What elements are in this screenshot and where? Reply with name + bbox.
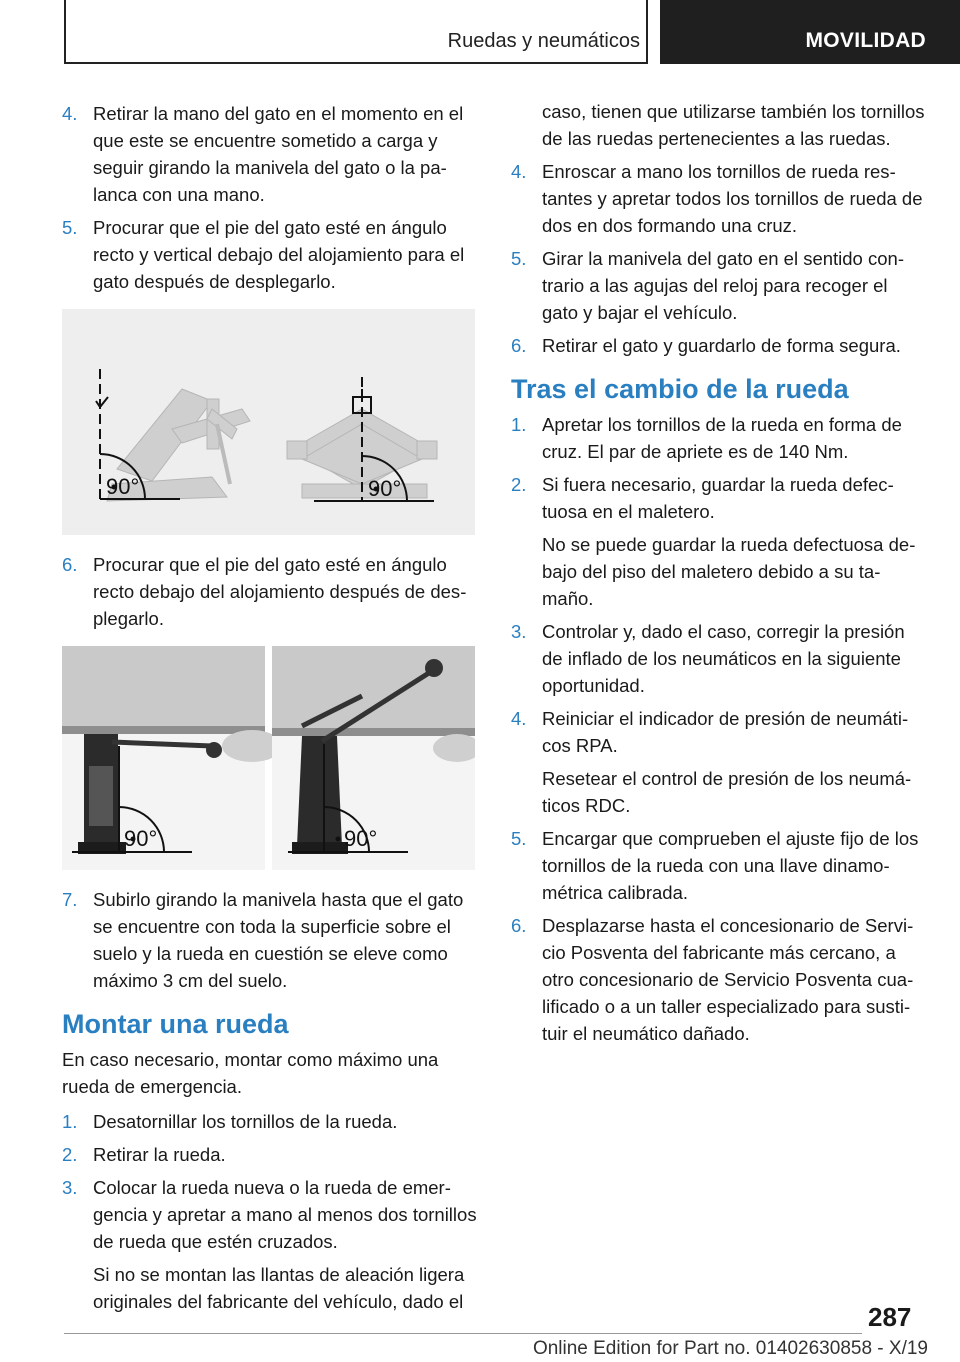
step-text: caso, tienen que utilizarse también los tornillos de las ruedas pertenecientes a las ruedas. [542, 101, 925, 149]
section-heading-after-change: Tras el cambio de la rueda [511, 374, 849, 404]
footer-edition: Online Edition for Part no. 01402630858 - X/19 [532, 1338, 928, 1359]
mount-step-1 [62, 1108, 482, 1135]
step-number: 3. [62, 1177, 78, 1198]
step-number: 5. [511, 828, 527, 849]
step-note: Si no se montan las llantas de aleación ligera originales del fabricante del vehículo, dado el [93, 1264, 465, 1312]
angle-label-right: 90° [344, 826, 378, 851]
after-step-3 [511, 618, 925, 699]
mount-step-3 [62, 1174, 482, 1315]
after-step-6 [511, 912, 925, 1047]
page-number: 287 [868, 1302, 912, 1332]
step-text: Girar la manivela del gato en el sentido contrario a las agujas del reloj para recoger el gato y bajar el vehículo. [542, 248, 904, 323]
step-text: Enroscar a mano los tornillos de rueda restantes y apretar todos los tornillos de rueda de dos en dos formando una cruz. [542, 161, 923, 236]
step-number: 6. [62, 554, 78, 575]
after-step-2 [511, 471, 925, 612]
step-note: Resetear el control de presión de los neumáticos RDC. [542, 768, 912, 816]
step-6 [62, 551, 482, 632]
step-text: Desplazarse hasta el concesionario de Servicio Posventa del fabricante más cercano, a otro concesionario de Servicio Posventa cualificado o a un taller especializado para sustituir el neumático dañado. [542, 915, 914, 1044]
step-number: 3. [511, 621, 527, 642]
step-text: Retirar el gato y guardarlo de forma segura. [542, 335, 901, 356]
step-number: 5. [511, 248, 527, 269]
jack-angle-figure [62, 309, 475, 535]
step-number: 2. [511, 474, 527, 495]
step-body [93, 1174, 482, 1315]
step-number: 6. [511, 915, 527, 936]
step-7 [62, 886, 482, 994]
step-text: Procurar que el pie del gato esté en ángulo recto debajo del alojamiento después de desplegarlo. [93, 554, 467, 629]
step-number: 5. [62, 217, 78, 238]
step-text: Procurar que el pie del gato esté en ángulo recto y vertical debajo del alojamiento para el gato después de desplegarlo. [93, 217, 465, 292]
angle-label-left: 90° [124, 826, 158, 851]
chapter-tab: MOVILIDAD [660, 0, 960, 64]
after-step-5 [511, 825, 925, 906]
step-note: No se puede guardar la rueda defectuosa debajo del piso del maletero debido a su tamaño. [542, 534, 916, 609]
step-number: 4. [62, 103, 78, 124]
mount-step-2 [62, 1141, 482, 1168]
step-5 [62, 214, 482, 295]
intro-paragraph: En caso necesario, montar como máximo una rueda de emergencia. [62, 1049, 439, 1097]
step-text: Subirlo girando la manivela hasta que el gato se encuentre con toda la superficie sobre el suelo y la rueda en cuestión se eleve como máximo 3 cm del suelo. [93, 889, 464, 991]
left-column [62, 100, 482, 1321]
scissor-jack-illustration [62, 309, 475, 535]
step-number: 1. [511, 414, 527, 435]
section-heading-mount-wheel: Montar una rueda [62, 1009, 289, 1039]
step-number: 1. [62, 1111, 78, 1132]
step-number: 6. [511, 335, 527, 356]
step-text: Controlar y, dado el caso, corregir la presión de inflado de los neumáticos en la siguiente oportunidad. [542, 621, 905, 696]
mount-step-4 [511, 158, 925, 239]
step-number: 2. [62, 1144, 78, 1165]
after-step-4 [511, 705, 925, 819]
continued-text [511, 98, 925, 152]
indent-spacer [511, 98, 542, 152]
mount-step-6 [511, 332, 925, 359]
right-column [511, 98, 925, 1053]
step-text: Apretar los tornillos de la rueda en forma de cruz. El par de apriete es de 140 Nm. [542, 414, 902, 462]
mount-step-5 [511, 245, 925, 326]
jack-under-car-figure [62, 646, 475, 870]
section-title: Ruedas y neumáticos [447, 30, 640, 52]
step-text: Si fuera necesario, guardar la rueda defectuosa en el maletero. [542, 474, 894, 522]
step-text: Reiniciar el indicador de presión de neumáticos RPA. [542, 708, 909, 756]
angle-label-left: 90° [106, 474, 140, 499]
step-text: Retirar la mano del gato en el momento en el que este se encuentre sometido a carga y seguir girando la manivela del gato o la palanca con una mano. [93, 103, 464, 205]
after-step-1 [511, 411, 925, 465]
angle-label-right: 90° [368, 476, 402, 501]
step-text: Colocar la rueda nueva o la rueda de emergencia y apretar a mano al menos dos tornillos de rueda que estén cruzados. [93, 1177, 477, 1252]
step-text: Retirar la rueda. [93, 1144, 226, 1165]
step-text: Desatornillar los tornillos de la rueda. [93, 1111, 398, 1132]
step-number: 4. [511, 708, 527, 729]
step-number: 4. [511, 161, 527, 182]
footer-divider [64, 1333, 862, 1334]
step-number: 7. [62, 889, 78, 910]
step-text: Encargar que comprueben el ajuste fijo de los tornillos de la rueda con una llave dinamométrica calibrada. [542, 828, 919, 903]
step-4 [62, 100, 482, 208]
step-body [542, 705, 925, 819]
step-body [542, 471, 925, 612]
